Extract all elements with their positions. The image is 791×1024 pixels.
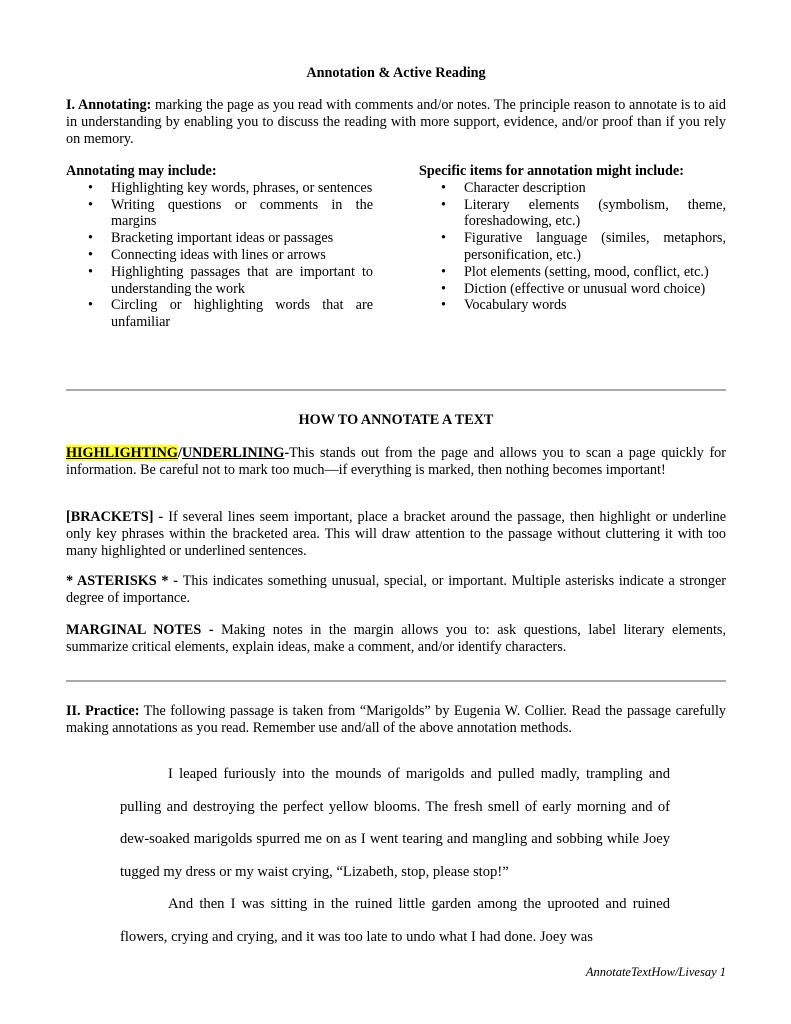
highlighting-text: This stands out from the page and allows you to scan a page quickly for information. Be careful not to mark too much—if everything is marked, then nothing becomes important! xyxy=(66,445,726,478)
right-column xyxy=(419,163,726,331)
list-item: • Writing questions or comments in the margins xyxy=(66,197,373,231)
list-item: • Vocabulary words xyxy=(419,297,726,314)
list-item: • Highlighting passages that are important to understanding the work xyxy=(66,264,373,298)
list-item: • Literary elements (symbolism, theme, foreshadowing, etc.) xyxy=(419,197,726,231)
practice-intro xyxy=(66,703,726,737)
annotating-definition: marking the page as you read with comments and/or notes. The principle reason to annotate is to aid in understanding by enabling you to discuss the reading with more support, evidence, and/or proof than if you rely on memory. xyxy=(66,97,726,147)
marginal-notes-term: MARGINAL NOTES - xyxy=(66,622,222,638)
how-to-heading: HOW TO ANNOTATE A TEXT xyxy=(298,412,494,428)
asterisks-term: * ASTERISKS * - xyxy=(66,573,183,589)
term-slash: / xyxy=(177,445,182,461)
list-item: • Circling or highlighting words that are unfamiliar xyxy=(66,297,373,331)
underlining-term: UNDERLINING xyxy=(181,445,285,461)
left-column-list xyxy=(66,180,373,331)
practice-heading: II. Practice: xyxy=(66,703,140,719)
right-column-heading: Specific items for annotation might include: xyxy=(419,163,684,179)
list-item: • Connecting ideas with lines or arrows xyxy=(66,247,373,264)
section-divider xyxy=(66,389,726,391)
right-column-list xyxy=(419,180,726,314)
brackets-term: [BRACKETS] - xyxy=(66,509,169,525)
list-item: • Plot elements (setting, mood, conflict, etc.) xyxy=(419,264,726,281)
term-dash: - xyxy=(284,445,290,461)
section-divider xyxy=(66,680,726,682)
list-item: • Diction (effective or unusual word choice) xyxy=(419,281,726,298)
left-column xyxy=(66,163,373,331)
practice-instructions: The following passage is taken from “Marigolds” by Eugenia W. Collier. Read the passage carefully making annotations as you read. Remember use and/all of the above annotation methods. xyxy=(66,703,726,736)
brackets-text: If several lines seem important, place a bracket around the passage, then highlight or underline only key phrases within the bracketed area. This will draw attention to the passage without cluttering it with too many highlighted or underlined sentences. xyxy=(66,509,726,559)
list-item: • Bracketing important ideas or passages xyxy=(66,230,373,247)
highlighting-paragraph xyxy=(66,445,726,479)
marginal-notes-text: Making notes in the margin allows you to: ask questions, label literary elements, summarize critical elements, explain ideas, make a comment, and/or identify characters. xyxy=(66,622,727,655)
list-item: • Character description xyxy=(419,180,726,197)
annotating-heading: I. Annotating: xyxy=(66,97,152,113)
highlighting-term: HIGHLIGHTING xyxy=(66,445,178,461)
asterisks-paragraph xyxy=(66,573,726,607)
marigolds-passage xyxy=(120,758,670,954)
marginal-notes-paragraph xyxy=(66,622,726,656)
list-item: • Highlighting key words, phrases, or sentences xyxy=(66,180,373,197)
brackets-paragraph xyxy=(66,509,726,559)
passage-paragraph: And then I was sitting in the ruined little garden among the uprooted and ruined flowers, crying and crying, and it was too late to undo what I had done. Joey was xyxy=(120,896,670,945)
passage-paragraph: I leaped furiously into the mounds of marigolds and pulled madly, trampling and pulling and destroying the perfect yellow blooms. The fresh smell of early morning and of dew-soaked marigolds spurred me on as I went tearing and mangling and sobbing while Joey tugged my dress or my waist crying, “Lizabeth, stop, please stop!” xyxy=(120,766,670,880)
annotating-intro xyxy=(66,97,726,147)
asterisks-text: This indicates something unusual, special, or important. Multiple asterisks indicate a stronger degree of importance. xyxy=(66,573,726,606)
left-column-heading: Annotating may include: xyxy=(66,163,217,179)
document-title: Annotation & Active Reading xyxy=(306,65,486,81)
list-item: • Figurative language (similes, metaphors, personification, etc.) xyxy=(419,230,726,264)
page-footer: AnnotateTextHow/Livesay 1 xyxy=(585,965,726,979)
annotation-columns xyxy=(66,163,726,331)
